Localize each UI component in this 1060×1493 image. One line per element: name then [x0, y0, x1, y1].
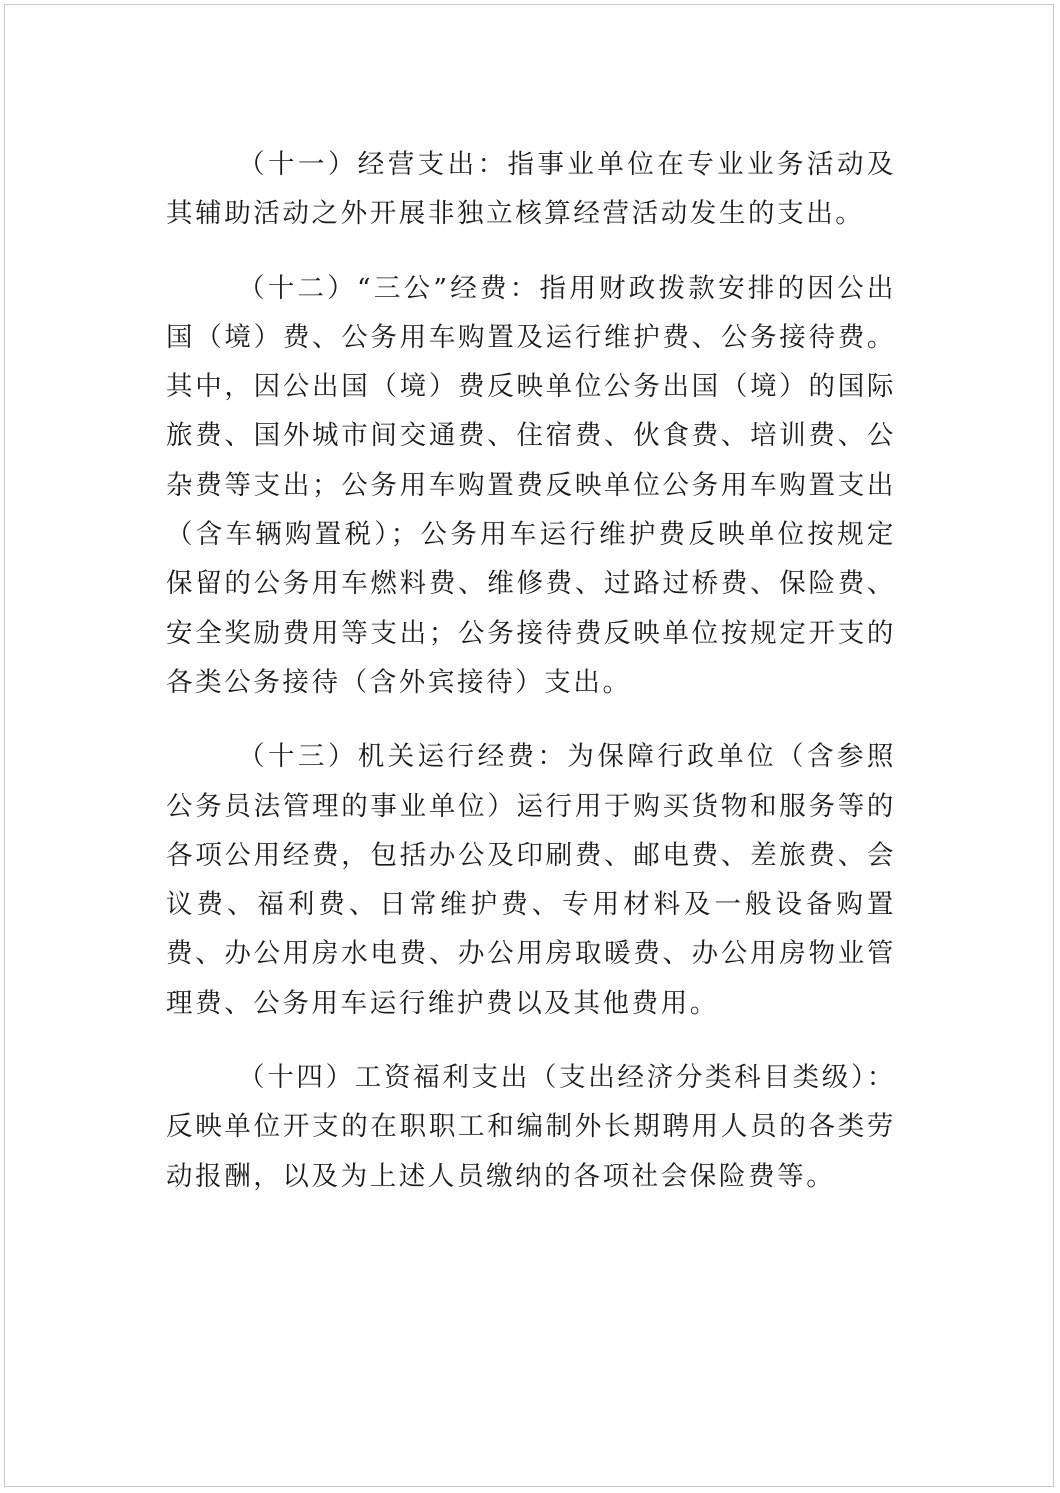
paragraph-wages-welfare-expenditure: （十四）工资福利支出（支出经济分类科目类级）：反映单位开支的在职职工和编制外长期聘用人员的各类劳动报酬，以及为上述人员缴纳的各项社会保险费等。 [166, 1062, 896, 1192]
paragraph-operating-expenditure: （十一）经营支出：指事业单位在专业业务活动及其辅助活动之外开展非独立核算经营活动发生的支出。 [166, 149, 896, 230]
paragraph-agency-operating-funds: （十三）机关运行经费：为保障行政单位（含参照公务员法管理的事业单位）运行用于购买货物和服务等的各项公用经费，包括办公及印刷费、邮电费、差旅费、会议费、福利费、日常维护费、专用材料及一般设备购置费、办公用房水电费、办公用房取暖费、办公用房物业管理费、公务用车运行维护费以及其他费用。 [166, 741, 896, 1019]
document-body [166, 140, 896, 1201]
paragraph-three-public-expenses: （十二）“三公”经费：指用财政拨款安排的因公出国（境）费、公务用车购置及运行维护费、公务接待费。其中，因公出国（境）费反映单位公务出国（境）的国际旅费、国外城市间交通费、住宿费、伙食费、培训费、公杂费等支出；公务用车购置费反映单位公务用车购置支出（含车辆购置税）；公务用车运行维护费反映单位按规定保留的公务用车燃料费、维修费、过路过桥费、保险费、安全奖励费用等支出；公务接待费反映单位按规定开支的各类公务接待（含外宾接待）支出。 [166, 272, 896, 698]
